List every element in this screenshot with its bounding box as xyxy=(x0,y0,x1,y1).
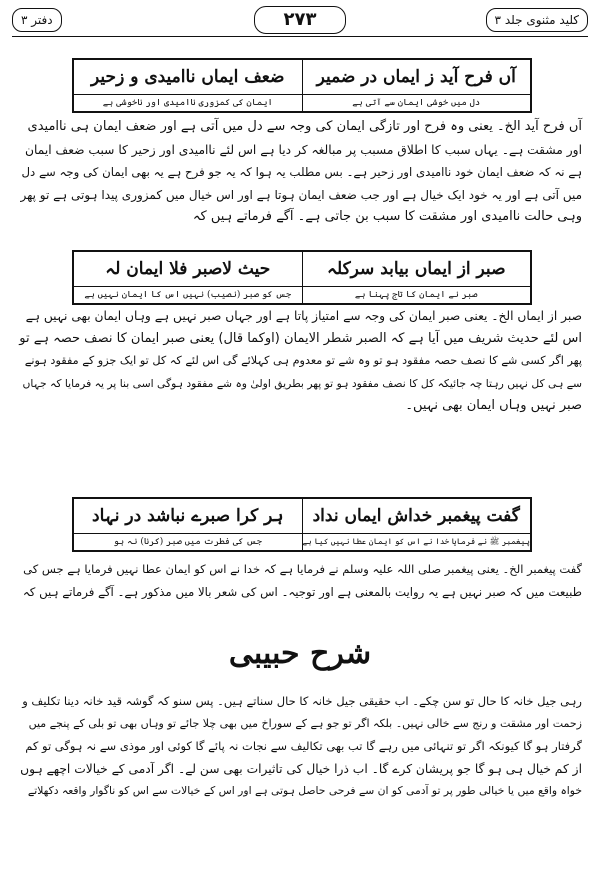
text-line: خواہ واقع میں یا خیالی طور پر تو آدمی کو ان سے فرحی حاصل ہوتی ہے اور اس کے خیالات سے اس کو ناگوار واقعہ دکھلاتے xyxy=(27,784,582,798)
text-line: گفت پیغمبر الخ۔ یعنی پیغمبر صلی اللہ علیہ وسلم نے فرمایا ہے کہ خدا نے اس کو ایمان عطا نہیں فرمایا ہے جس کی xyxy=(23,562,582,576)
text-line: سے ہی کل نہیں رہتا چہ جائیکہ کل کا نصف مفقود ہو تو پھر بطریق اولیٰ وہ شے مفقود ہوگی اسی بنا پر یہ فرمایا کہ جہاں xyxy=(22,376,582,390)
verse-3-first-translation: پیغمبر ﷺ نے فرمایا خدا نے اس کو ایمان عطا نہیں کیا ہے xyxy=(302,537,530,546)
text-line: پھر اگر کسی شے کا نصف حصہ مفقود ہو تو وہ شے تو معدوم ہی کہلائے گی اس لئے کہ کل تو ایک جزو کے مفقود ہونے xyxy=(24,354,582,368)
text-line: میں آتی ہے اور یہ خود ایک خیال ہے اور جب ضعف ایمان ہوتا ہے اور اس خیال میں کمزوری پیدا ہوتی ہے تو پھر xyxy=(20,187,582,202)
text-line: رہی جیل خانہ کا حال تو سن چکے۔ اب حقیقی جیل خانہ کا حال سناتے ہیں۔ پس سنو کہ گوشہ قید خانہ دینا تکلیف و xyxy=(22,694,582,708)
verse-box-3 xyxy=(72,497,532,552)
verse-3-second-hemistich: ہر کرا صبرے نباشد در نہاد xyxy=(74,499,303,533)
text-line: ہے نہ کہ ضعف ایمان خود ناامیدی اور زحیر ہے۔ بس مطلب یہ ہوا کہ یہ جو فرح ہے یہ بھی ایمان کی وجہ سے دل xyxy=(21,165,582,180)
book-volume-label: کلید مثنوی جلد ۳ xyxy=(486,8,588,32)
verse-box-2 xyxy=(72,250,532,305)
text-line: اور مشقت ہے۔ یہاں سبب کا اطلاق مسبب پر مبالغہ کر دیا ہے اس لئے ناامیدی اور زحیر کا سبب ضعف ایمان xyxy=(25,142,582,157)
text-line: اس لئے حدیث شریف میں آیا ہے کہ الصبر شطر الایمان (اوکما قال) یعنی صبر ایمان کا نصف حصہ ہے تو xyxy=(19,330,582,346)
commentary-paragraph-3 xyxy=(18,558,582,603)
verse-3-first-hemistich: گفت پیغمبر خداش ایماں نداد xyxy=(312,506,520,526)
verse-2-second-hemistich: حیث لاصبر فلا ایمان لہ xyxy=(74,252,303,286)
verse-1-second-translation: ایمان کی کمزوری ناامیدی اور ناخوشی ہے xyxy=(74,95,303,111)
verse-1-first-translation: دل میں خوشی ایمان سے آتی ہے xyxy=(352,98,481,108)
verse-box-1 xyxy=(72,58,532,113)
text-line: از کم خیال ہی ہو گا جو پریشان کرے گا۔ اب ذرا خیال کی تاثیرات بھی سن لے۔ اگر آدمی کے خیالات اچھے ہوں xyxy=(20,761,582,776)
verse-2-first-translation: صبر نے ایمان کا تاج پہنا ہے xyxy=(354,290,478,300)
commentary-paragraph-2 xyxy=(18,305,582,418)
text-line: آں فرح آید الخ۔ یعنی وہ فرح اور تازگی ایمان کی وجہ سے دل میں آتی ہے اور ضعف ایمان ہی ناامیدی xyxy=(27,119,582,134)
commentary-paragraph-1 xyxy=(18,116,582,229)
page-number: ۲۷۳ xyxy=(254,6,346,34)
verse-3-second-translation: جس کی فطرت میں صبر (کرنا) نہ ہو xyxy=(74,534,303,550)
verse-2-first-hemistich: صبر از ایماں بیابد سرکلہ xyxy=(327,259,506,279)
commentary-paragraph-4 xyxy=(18,690,582,803)
verse-2-second-translation: جس کو صبر (نصیب) نہیں اس کا ایمان نہیں ہے xyxy=(74,287,303,303)
text-line: صبر نہیں وہاں ایمان بھی نہیں۔ xyxy=(405,398,582,414)
text-line: صبر از ایماں الخ۔ یعنی صبر ایمان کی وجہ سے امتیاز پاتا ہے اور جہاں صبر نہیں ہے وہاں ایمان بھی نہیں ہے xyxy=(25,309,582,323)
verse-1-second-hemistich: ضعف ایماں ناامیدی و زحیر xyxy=(74,60,303,94)
text-line: زحمت اور مشقت و رنج سے خالی نہیں۔ بلکہ اگر تو جو ہے کے سوراخ میں بھی چلا جائے تو وہاں بھی تو بلی کے پنجے میں xyxy=(28,716,582,730)
verse-1-first-hemistich: آں فرح آید ز ایماں در ضمیر xyxy=(316,67,516,87)
text-line: گرفتار ہو گا کیونکہ اگر تو تنہائی میں رہے گا تب بھی تکالیف سے نجات نہ پائے گا کوئی اور موذی سے نہ ہوگی تو کم xyxy=(25,739,582,754)
text-line: وہی حالت ناامیدی اور مشقت کا سبب بن جاتی ہے۔ آگے فرماتے ہیں کہ xyxy=(192,209,582,225)
page-header xyxy=(12,6,588,36)
section-heading: شرح حبیبی xyxy=(228,636,372,671)
header-rule xyxy=(12,36,588,37)
text-line: طبیعت میں کہ صبر نہیں ہے یہ روایت بالمعنی ہے اور توجیہ۔ اس کی شعر بالا میں مذکور ہے۔ آگے فرماتے ہیں کہ xyxy=(22,584,582,599)
section-label: دفتر ۳ xyxy=(12,8,62,32)
